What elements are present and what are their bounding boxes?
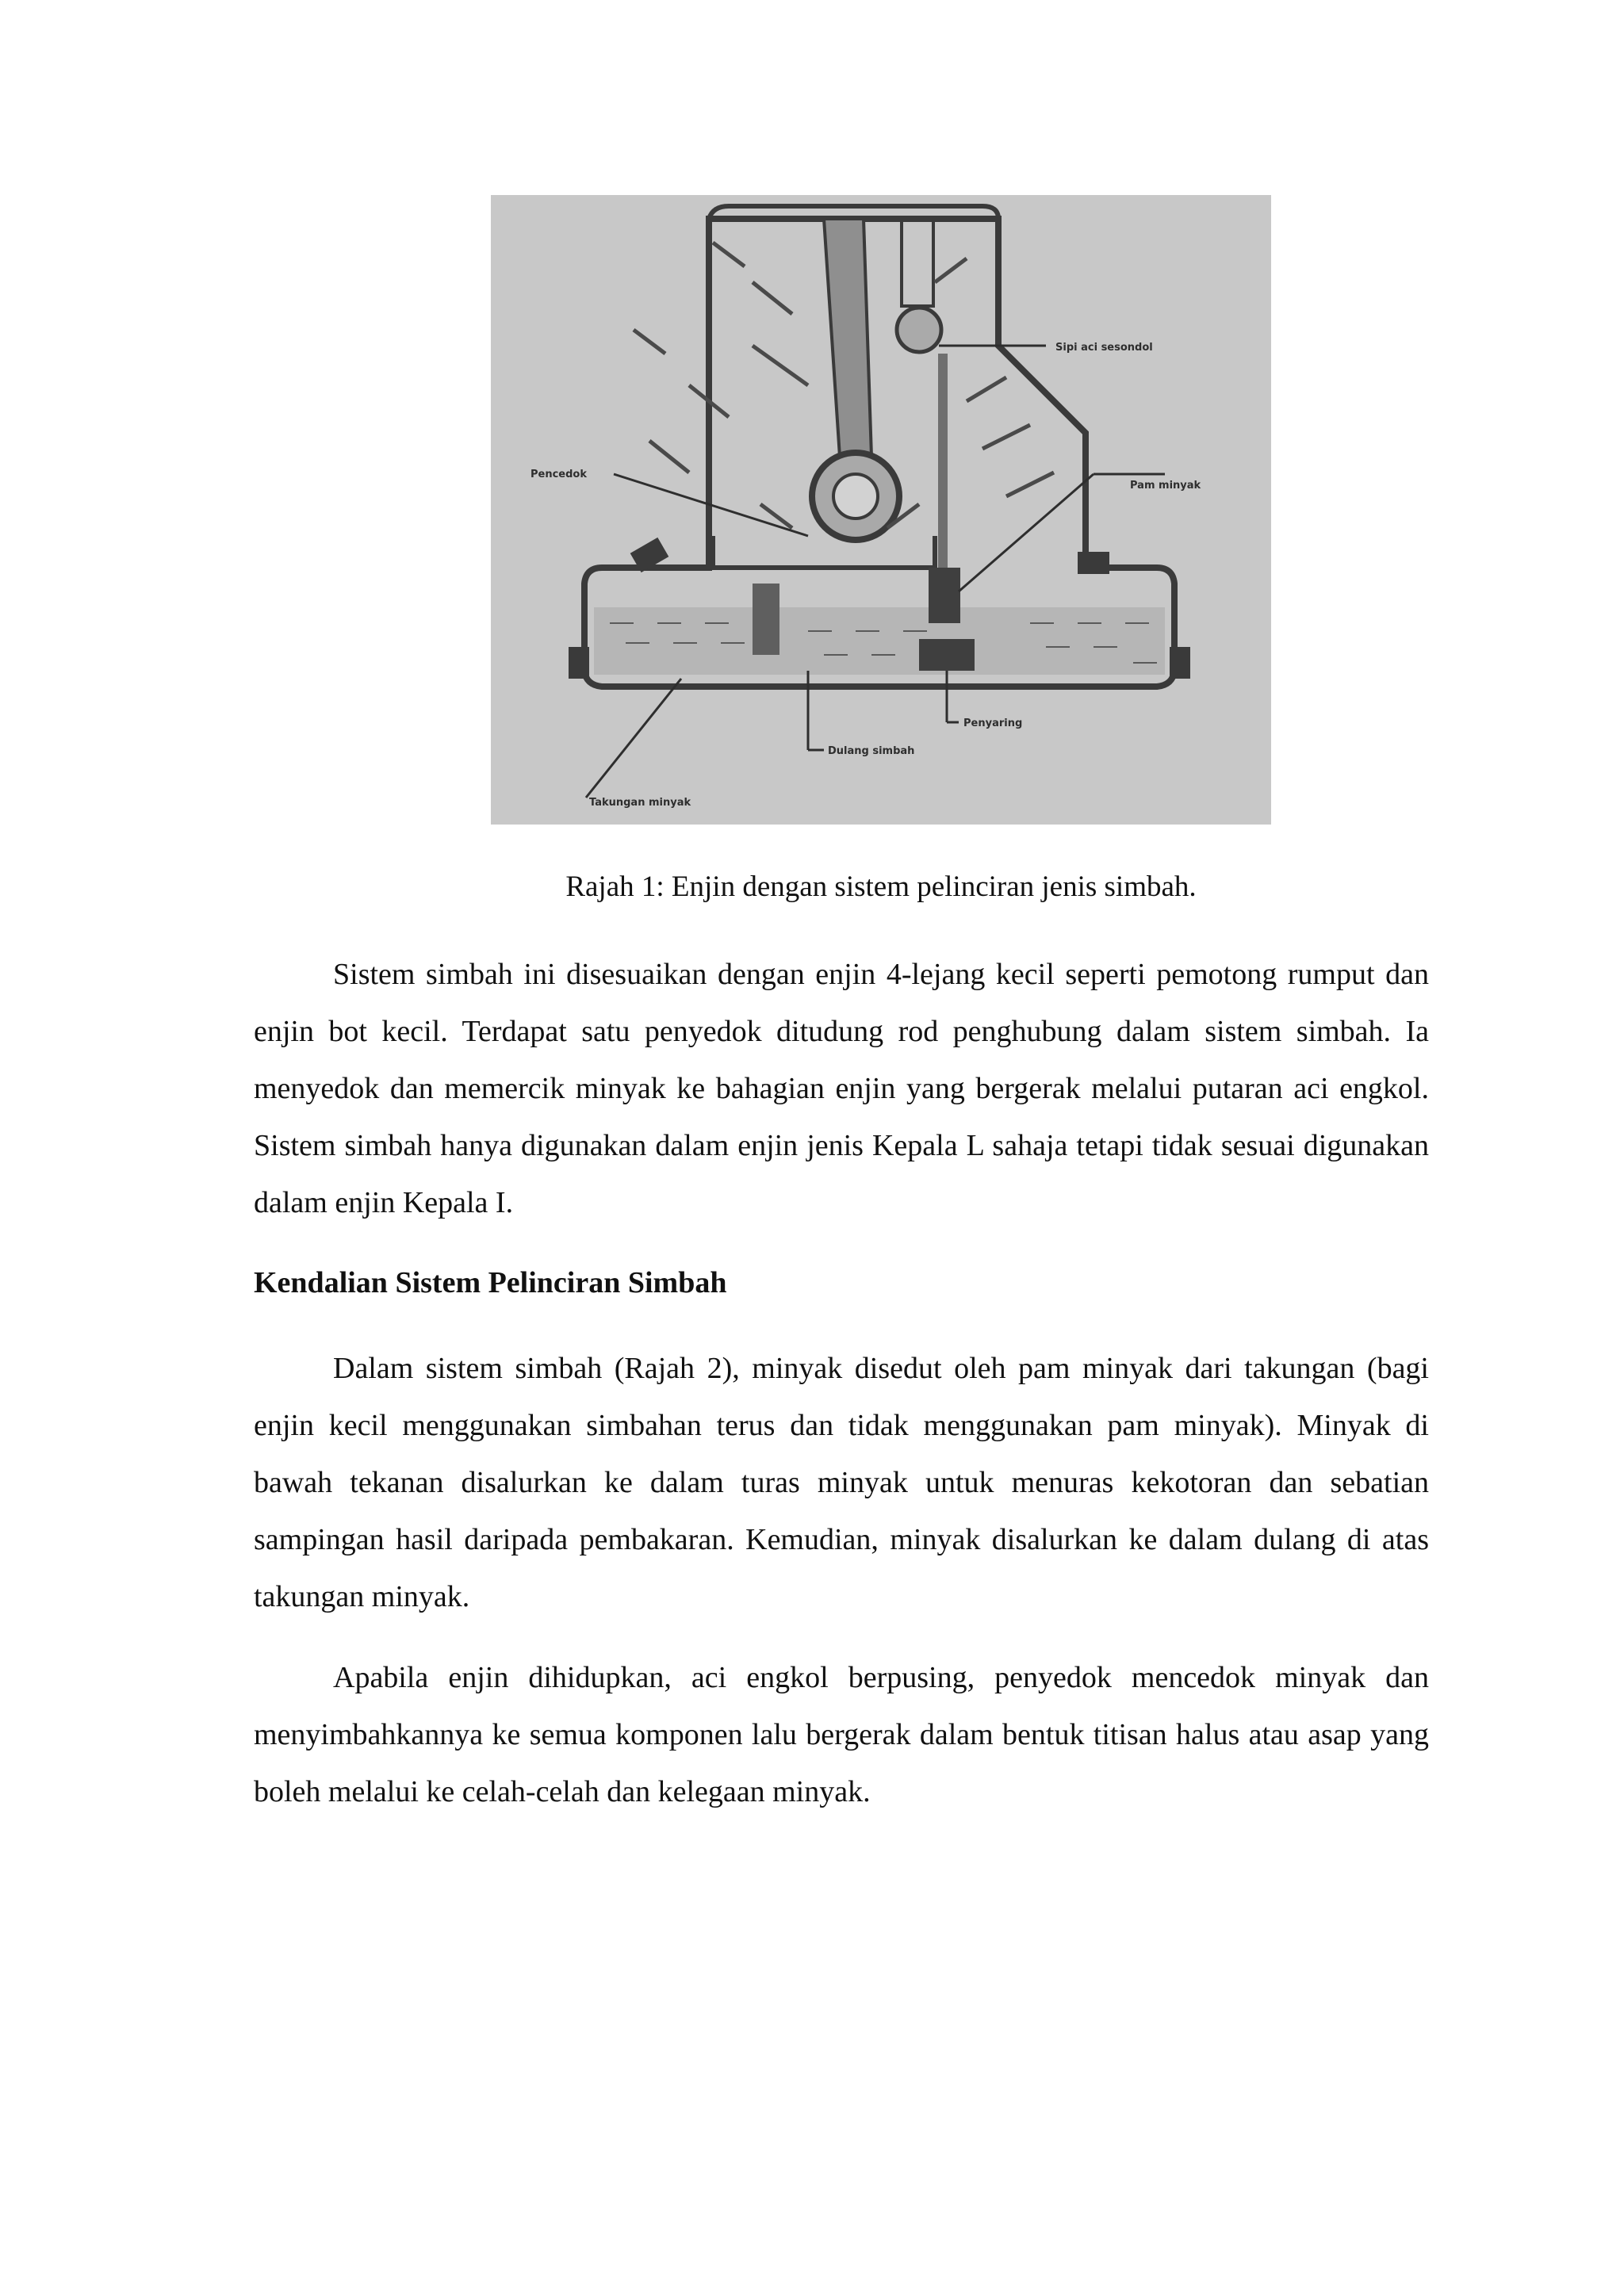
- paragraph-1: Sistem simbah ini disesuaikan dengan enjin 4-lejang kecil seperti pemotong rumput dan enjin bot kecil. Terdapat satu penyedok ditudung rod penghubung dalam sistem simbah. Ia menyedok dan memercik minyak ke bahagian enjin yang bergerak melalui putaran aci engkol. Sistem simbah hanya digunakan dalam enjin jenis Kepala L sahaja tetapi tidak sesuai digunakan dalam enjin Kepala I.: [254, 958, 1429, 1219]
- engine-splash-lubrication-figure: [491, 195, 1271, 825]
- label-pam-minyak: Pam minyak: [1130, 480, 1201, 492]
- paragraph-2: Dalam sistem simbah (Rajah 2), minyak disedut oleh pam minyak dari takungan (bagi enjin kecil menggunakan simbahan terus dan tidak menggunakan pam minyak). Minyak di bawah tekanan disalurkan ke dalam turas minyak untuk menuras kekotoran dan sebatian sampingan hasil daripada pembakaran. Kemudian, minyak disalurkan ke dalam dulang di atas takungan minyak.: [254, 1352, 1429, 1613]
- paragraph-3: Apabila enjin dihidupkan, aci engkol berpusing, penyedok mencedok minyak dan menyimbahkannya ke semua komponen lalu bergerak dalam bentuk titisan halus atau asap yang boleh melalui ke celah-celah dan kelegaan minyak.: [254, 1661, 1429, 1808]
- label-pencedok: Pencedok: [530, 469, 588, 480]
- label-dulang-simbah: Dulang simbah: [828, 745, 915, 757]
- figure-caption: Rajah 1: Enjin dengan sistem pelinciran jenis simbah.: [565, 871, 1197, 903]
- label-penyaring: Penyaring: [963, 718, 1023, 729]
- engine-diagram: [491, 195, 1271, 825]
- section-heading: Kendalian Sistem Pelinciran Simbah: [254, 1266, 727, 1299]
- label-sipi-aci-sesondol: Sipi aci sesondol: [1055, 342, 1153, 354]
- label-takungan-minyak: Takungan minyak: [589, 797, 691, 809]
